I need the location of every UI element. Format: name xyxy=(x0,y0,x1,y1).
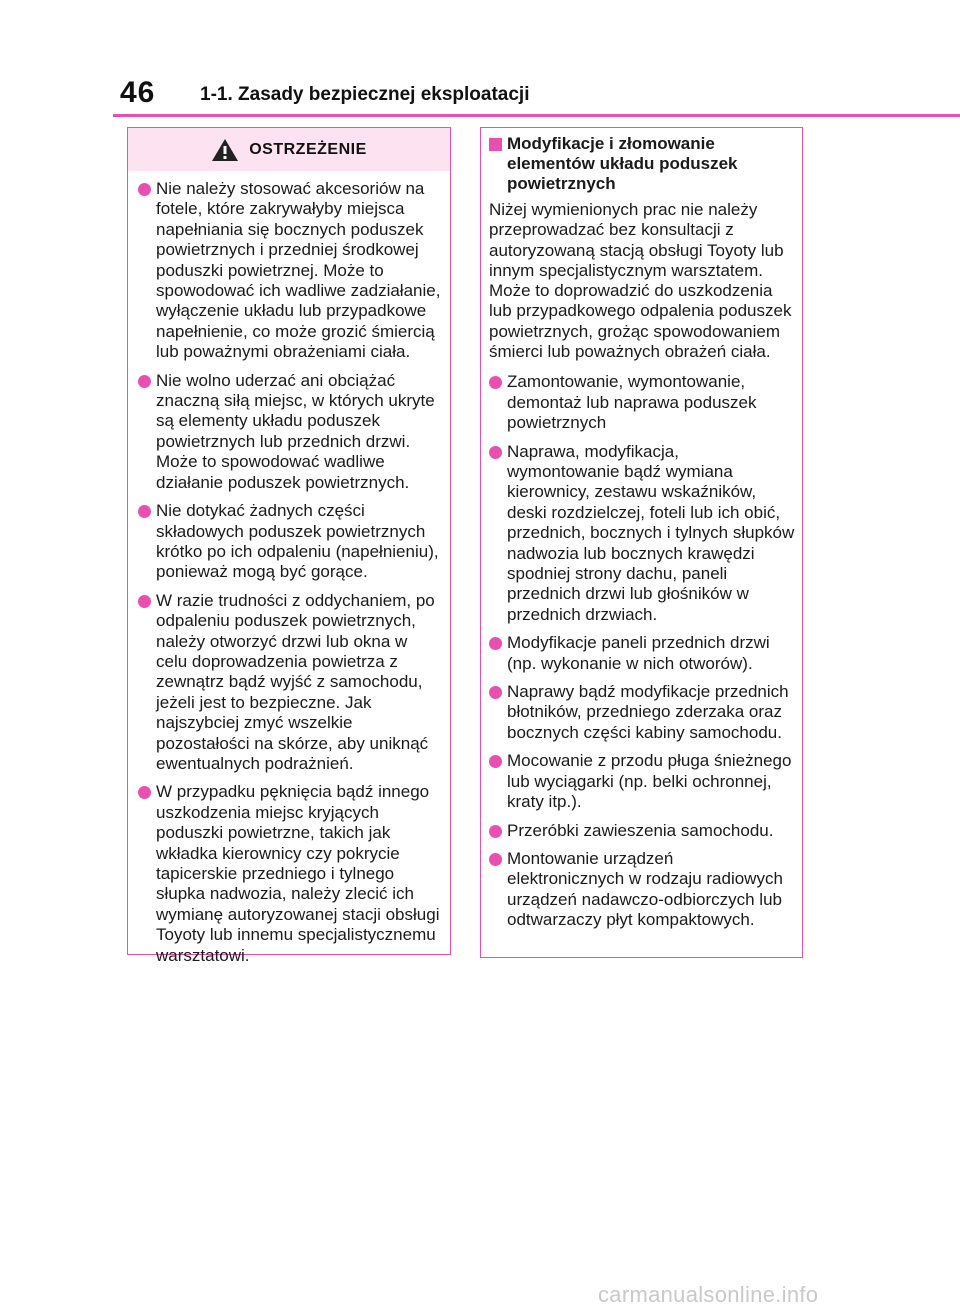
modification-item-text: Naprawy bądź modyfikacje przednich błotników, przedniego zderzaka oraz bocznych części kabiny samochodu. xyxy=(507,682,789,742)
bullet-icon xyxy=(489,853,502,866)
bullet-icon xyxy=(489,686,502,699)
modification-item-text: Montowanie urządzeń elektronicznych w rodzaju radiowych urządzeń nadawczo-odbiorczych lub odtwarzaczy płyt kompaktowych. xyxy=(507,848,783,930)
header-divider xyxy=(113,114,960,117)
bullet-icon xyxy=(138,786,151,799)
warning-title: OSTRZEŻENIE xyxy=(249,140,367,158)
bullet-icon xyxy=(138,375,151,388)
bullet-icon xyxy=(489,376,502,389)
warning-item xyxy=(138,179,443,363)
bullet-icon xyxy=(138,505,151,518)
modification-item xyxy=(489,821,795,841)
section-title: 1-1. Zasady bezpiecznej eksploatacji xyxy=(200,84,530,105)
warning-item-text: W przypadku pęknięcia bądź innego uszkodzenia miejsc kryjących poduszki powietrzne, takich jak wkładka kierownicy czy pokrycie tapicerskie przedniego i tylnego słupka nadwozia, należy zlecić ich wymianę autoryzowanej stacji obsługi Toyoty lub innemu specjalistycznemu warsztatowi. xyxy=(156,782,440,965)
modification-item-text: Zamontowanie, wymontowanie, demontaż lub naprawa poduszek powietrznych xyxy=(507,372,757,433)
warning-box xyxy=(127,127,451,965)
modification-item-text: Modyfikacje paneli przednich drzwi (np. wykonanie w nich otworów). xyxy=(507,633,770,673)
page-number: 46 xyxy=(120,76,156,109)
modifications-list xyxy=(489,372,795,930)
warning-header xyxy=(128,128,450,171)
warning-item xyxy=(138,782,443,966)
modification-item xyxy=(489,442,795,626)
bullet-icon xyxy=(489,446,502,459)
modifications-heading-text: Modyfikacje i złomowanie elementów układu poduszek powietrznych xyxy=(507,134,738,193)
warning-item-text: Nie wolno uderzać ani obciążać znaczną siłą miejsc, w których ukryte są elementy układu poduszek powietrznych lub przednich drzwi. Może to spowodować wadliwe działanie poduszek powietrznych. xyxy=(156,370,435,492)
page-header xyxy=(0,0,960,118)
square-bullet-icon xyxy=(489,138,502,151)
modification-item xyxy=(489,751,795,812)
modification-item xyxy=(489,682,795,743)
warning-item xyxy=(138,371,443,493)
warning-item-text: Nie dotykać żadnych części składowych poduszek powietrznych krótko po ich odpaleniu (napełnieniu), ponieważ mogą być gorące. xyxy=(156,501,439,582)
modification-item xyxy=(489,849,795,931)
watermark: carmanualsonline.info xyxy=(598,1282,819,1307)
bullet-icon xyxy=(489,637,502,650)
modification-item xyxy=(489,633,795,674)
warning-list xyxy=(128,171,450,966)
modifications-heading xyxy=(489,134,795,194)
bullet-icon xyxy=(138,183,151,196)
warning-item-text: W razie trudności z oddychaniem, po odpaleniu poduszek powietrznych, należy otworzyć drzwi lub okna w celu doprowadzenia powietrza z zewnątrz bądź wyjść z samochodu, jeżeli jest to bezpieczne. Jak najszybciej zmyć wszelkie pozostałości na skórze, aby uniknąć ewentualnych podrażnień. xyxy=(156,590,435,773)
warning-item xyxy=(138,501,443,583)
warning-item xyxy=(138,591,443,775)
bullet-icon xyxy=(138,595,151,608)
modification-item-text: Naprawa, modyfikacja, wymontowanie bądź wymiana kierownicy, zestawu wskaźników, deski rozdzielczej, foteli lub ich obić, przednich, bocznych i tylnych słupków nadwozia lub bocznych krawędzi spodniej strony dachu, paneli przednich drzwi lub głośników w przednich drzwiach. xyxy=(507,441,795,624)
bullet-icon xyxy=(489,825,502,838)
modifications-box xyxy=(480,127,803,958)
modification-item-text: Przeróbki zawieszenia samochodu. xyxy=(507,820,774,840)
modification-item xyxy=(489,372,795,433)
modifications-intro: Niżej wymienionych prac nie należy przeprowadzać bez konsultacji z autoryzowaną stacją obsługi Toyoty lub innym specjalistycznym warsztatem. Może to doprowadzić do uszkodzenia lub przypadkowego odpalenia poduszek powietrznych, grożąc spowodowaniem śmierci lub poważnych obrażeń ciała. xyxy=(489,200,792,362)
warning-triangle-icon xyxy=(211,138,239,162)
warning-item-text: Nie należy stosować akcesoriów na fotele, które zakrywałyby miejsca napełniania się bocznych poduszek powietrznych i przedniej środkowej poduszki powietrznej. Może to spowodować ich wadliwe zadziałanie, wyłączenie układu lub przypadkowe napełnienie, co może grozić śmiercią lub poważnymi obrażeniami ciała. xyxy=(156,179,441,362)
bullet-icon xyxy=(489,755,502,768)
modification-item-text: Mocowanie z przodu pługa śnieżnego lub wyciągarki (np. belki ochronnej, kraty itp.). xyxy=(507,751,792,812)
